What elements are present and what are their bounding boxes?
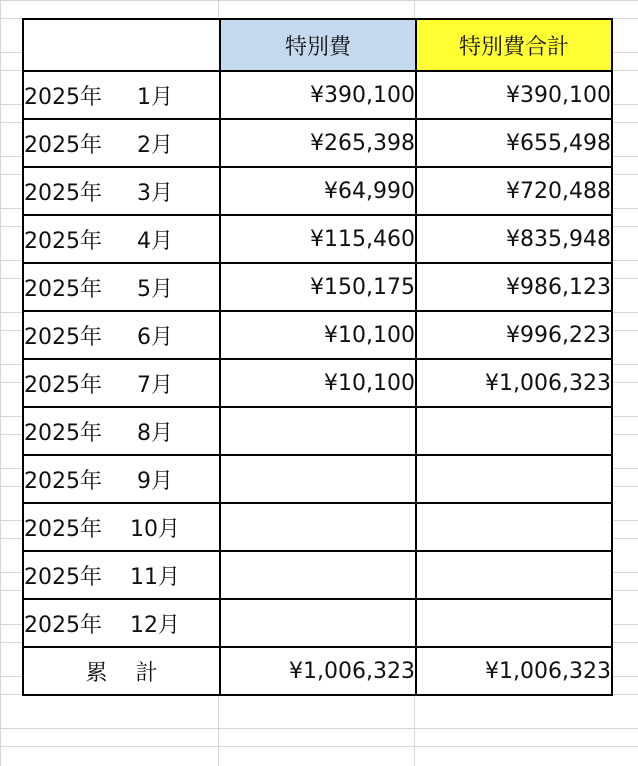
special-cell[interactable] [220, 407, 416, 455]
year-label: 2025年 [24, 468, 102, 494]
header-cell-special-total[interactable]: 特別費合計 [416, 19, 612, 71]
special-cell[interactable]: ¥10,100 [220, 311, 416, 359]
table-row [23, 167, 612, 215]
special-total-cell[interactable] [416, 599, 612, 647]
table-row [23, 551, 612, 599]
month-label: 2月 [137, 132, 173, 158]
header-row [23, 19, 612, 71]
special-expense-table [22, 18, 613, 696]
month-cell[interactable] [23, 71, 220, 119]
table-row [23, 359, 612, 407]
special-total-cell[interactable] [416, 503, 612, 551]
special-total-cell[interactable]: ¥1,006,323 [416, 359, 612, 407]
year-label: 2025年 [24, 372, 102, 398]
table-row [23, 119, 612, 167]
table-row [23, 407, 612, 455]
month-cell[interactable] [23, 263, 220, 311]
year-label: 2025年 [24, 276, 102, 302]
month-label: 12月 [130, 612, 180, 638]
total-label-cell[interactable] [23, 647, 220, 695]
month-label: 10月 [130, 516, 180, 542]
special-total-cell[interactable]: ¥996,223 [416, 311, 612, 359]
month-cell[interactable] [23, 455, 220, 503]
total-row [23, 647, 612, 695]
special-total-cell[interactable]: ¥655,498 [416, 119, 612, 167]
special-cell[interactable]: ¥64,990 [220, 167, 416, 215]
year-label: 2025年 [24, 132, 102, 158]
month-cell[interactable] [23, 167, 220, 215]
special-cell[interactable] [220, 551, 416, 599]
special-sum-cell[interactable]: ¥1,006,323 [220, 647, 416, 695]
year-label: 2025年 [24, 180, 102, 206]
special-cell[interactable] [220, 599, 416, 647]
month-cell[interactable] [23, 551, 220, 599]
special-total-cell[interactable]: ¥390,100 [416, 71, 612, 119]
special-total-cell[interactable]: ¥986,123 [416, 263, 612, 311]
month-cell[interactable] [23, 503, 220, 551]
table-row [23, 311, 612, 359]
month-cell[interactable] [23, 407, 220, 455]
year-label: 2025年 [24, 324, 102, 350]
total-label-char-1: 累 [85, 660, 108, 686]
month-label: 6月 [137, 324, 173, 350]
special-total-cell[interactable]: ¥720,488 [416, 167, 612, 215]
special-total-cell[interactable] [416, 455, 612, 503]
total-label-char-2: 計 [135, 660, 158, 686]
special-cell[interactable]: ¥10,100 [220, 359, 416, 407]
month-cell[interactable] [23, 119, 220, 167]
year-label: 2025年 [24, 84, 102, 110]
month-cell[interactable] [23, 311, 220, 359]
table-row [23, 455, 612, 503]
month-label: 4月 [137, 228, 173, 254]
table-row [23, 503, 612, 551]
special-cell[interactable] [220, 503, 416, 551]
special-cell[interactable]: ¥115,460 [220, 215, 416, 263]
table-row [23, 71, 612, 119]
special-cell[interactable]: ¥265,398 [220, 119, 416, 167]
grid-row-line [0, 746, 638, 747]
header-cell-special[interactable]: 特別費 [220, 19, 416, 71]
year-label: 2025年 [24, 612, 102, 638]
month-cell[interactable] [23, 359, 220, 407]
month-label: 1月 [137, 84, 173, 110]
month-label: 7月 [137, 372, 173, 398]
header-cell-blank[interactable] [23, 19, 220, 71]
month-label: 9月 [137, 468, 173, 494]
year-label: 2025年 [24, 516, 102, 542]
month-label: 8月 [137, 420, 173, 446]
special-cell[interactable] [220, 455, 416, 503]
special-total-sum-cell[interactable]: ¥1,006,323 [416, 647, 612, 695]
table-row [23, 599, 612, 647]
month-label: 5月 [137, 276, 173, 302]
year-label: 2025年 [24, 420, 102, 446]
table-row [23, 215, 612, 263]
month-cell[interactable] [23, 215, 220, 263]
month-cell[interactable] [23, 599, 220, 647]
month-label: 3月 [137, 180, 173, 206]
special-cell[interactable]: ¥150,175 [220, 263, 416, 311]
special-cell[interactable]: ¥390,100 [220, 71, 416, 119]
year-label: 2025年 [24, 228, 102, 254]
month-label: 11月 [130, 564, 180, 590]
special-total-cell[interactable]: ¥835,948 [416, 215, 612, 263]
table-row [23, 263, 612, 311]
year-label: 2025年 [24, 564, 102, 590]
special-total-cell[interactable] [416, 551, 612, 599]
special-total-cell[interactable] [416, 407, 612, 455]
